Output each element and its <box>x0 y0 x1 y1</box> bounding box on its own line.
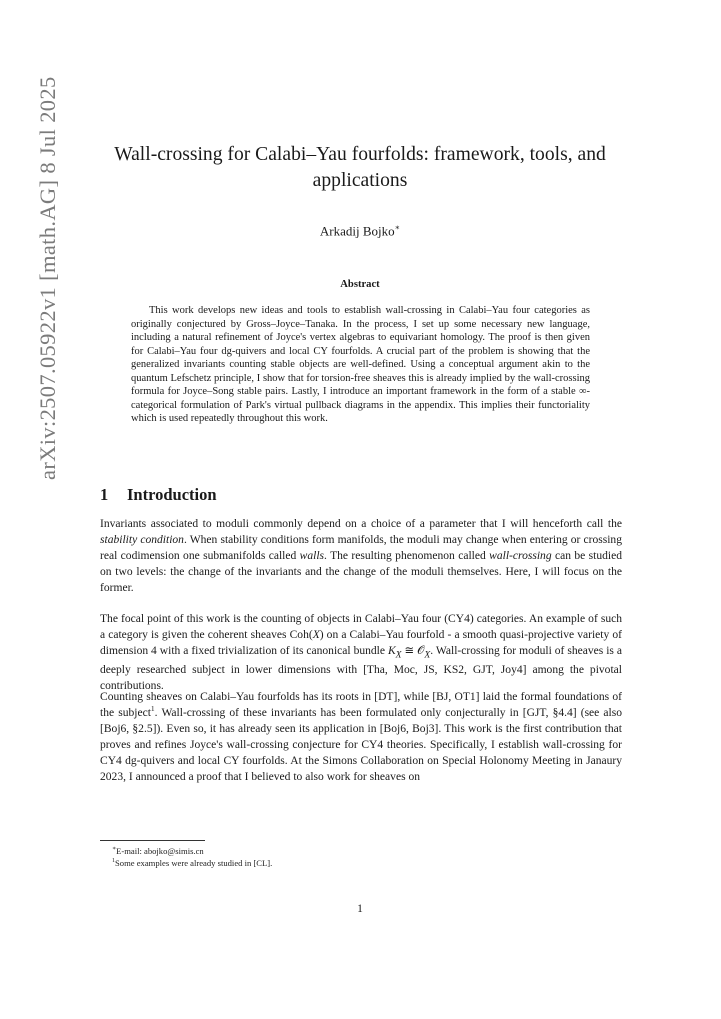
intro-paragraph-2 <box>100 612 622 695</box>
section-title: Introduction <box>127 485 217 504</box>
abstract-text: This work develops new ideas and tools to establish wall-crossing in Calabi–Yau four categories as originally conjectured by Gross–Joyce–Tanaka. In the process, I set up some necessary new language, including a natural refinement of Joyce's vertex algebras to equivariant homology. The proof is then given for Calabi–Yau four dg-quivers and local CY fourfolds. A crucial part of the problem is showing that the generalized invariants counting stable objects are well-defined. Using a conceptual argument akin to the quantum Lefschetz principle, I show that for torsion-free sheaves this is already implied by the wall-crossing formula for Joyce–Song stable pairs. Lastly, I introduce an important framework in the form of a stable ∞-categorical formulation of Park's virtual pullback diagrams in the appendix. This implies their functoriality which is used repeatedly throughout this work. <box>131 305 590 424</box>
math-subscript: X <box>395 649 402 661</box>
text-run: . The resulting phenomenon called <box>324 549 490 562</box>
section-heading <box>100 485 217 505</box>
emphasis-term: walls <box>299 549 325 562</box>
text-run: can be studied on two levels: the change of the invariants and the change of the moduli themselves. Here, I will focus on the former. <box>100 549 623 594</box>
footnote-divider <box>100 840 205 841</box>
footnote-text: E-mail: abojko@simis.cn <box>116 845 204 856</box>
footnote-email <box>112 844 204 857</box>
math-subscript: X <box>424 649 431 661</box>
author-line <box>80 220 640 239</box>
text-run: . When stability conditions form manifolds, the moduli may change when entering or crossing real codimension one submanifolds called <box>100 533 622 562</box>
author-footnote-mark: ∗ <box>394 223 401 232</box>
footnote-text: Some examples were already studied in [CL]. <box>115 857 273 868</box>
intro-paragraph-3 <box>100 690 622 785</box>
intro-paragraph-1 <box>100 517 622 597</box>
author-name: Arkadij Bojko <box>319 223 395 239</box>
emphasis-term: stability condition <box>100 533 184 546</box>
math-symbol: K <box>387 644 396 657</box>
footnote-ref: 1 <box>150 704 155 714</box>
text-run: Invariants associated to moduli commonly depend on a choice of a parameter that I will henceforth call the <box>100 518 622 530</box>
footnote-1 <box>112 856 272 869</box>
text-run: The focal point of this work is the counting of objects in Calabi–Yau four (CY4) categories. An example of such a category is given the coherent sheaves Coh( <box>100 613 622 641</box>
text-run: ) on a Calabi–Yau fourfold - a smooth quasi-projective variety of dimension 4 with a fixed trivialization of its canonical bundle <box>100 628 622 657</box>
emphasis-term: wall-crossing <box>489 549 552 562</box>
arxiv-identifier: arXiv:2507.05922v1 [math.AG] 8 Jul 2025 <box>35 76 60 480</box>
math-symbol: X <box>312 628 320 641</box>
text-run: ≅ <box>401 644 418 657</box>
math-symbol: 𝒪 <box>417 644 425 657</box>
footnote-mark: 1 <box>112 858 115 864</box>
page-number: 1 <box>357 903 363 915</box>
text-run: . Wall-crossing for moduli of sheaves is a deeply researched subject in lower dimensions with [Tha, Moc, JS, KS2, GJT, Joy4] among the pivotal contributions. <box>100 644 622 692</box>
text-run: Counting sheaves on Calabi–Yau fourfolds has its roots in [DT], while [BJ, OT1] laid the formal foundations of the subject <box>100 691 622 719</box>
footnote-mark: ∗ <box>112 846 117 852</box>
section-number: 1 <box>100 485 109 504</box>
paper-title: Wall-crossing for Calabi–Yau fourfolds: framework, tools, and applications <box>114 144 606 191</box>
abstract-heading: Abstract <box>340 279 380 290</box>
text-run: . Wall-crossing of these invariants has been formulated only conjecturally in [GJT, §4.4] (see also [Boj6, §2.5]). Even so, it has already seen its application in [Boj6, Boj3]. This work is the first contribution that proves and refines Joyce's wall-crossing conjecture for CY4 theories. Specifically, I establish wall-crossing for CY4 dg-quivers and local CY fourfolds. At the Simons Collaboration on Special Holonomy Meeting in Janaury 2023, I announced a proof that I believed to also work for sheaves on <box>100 706 623 783</box>
